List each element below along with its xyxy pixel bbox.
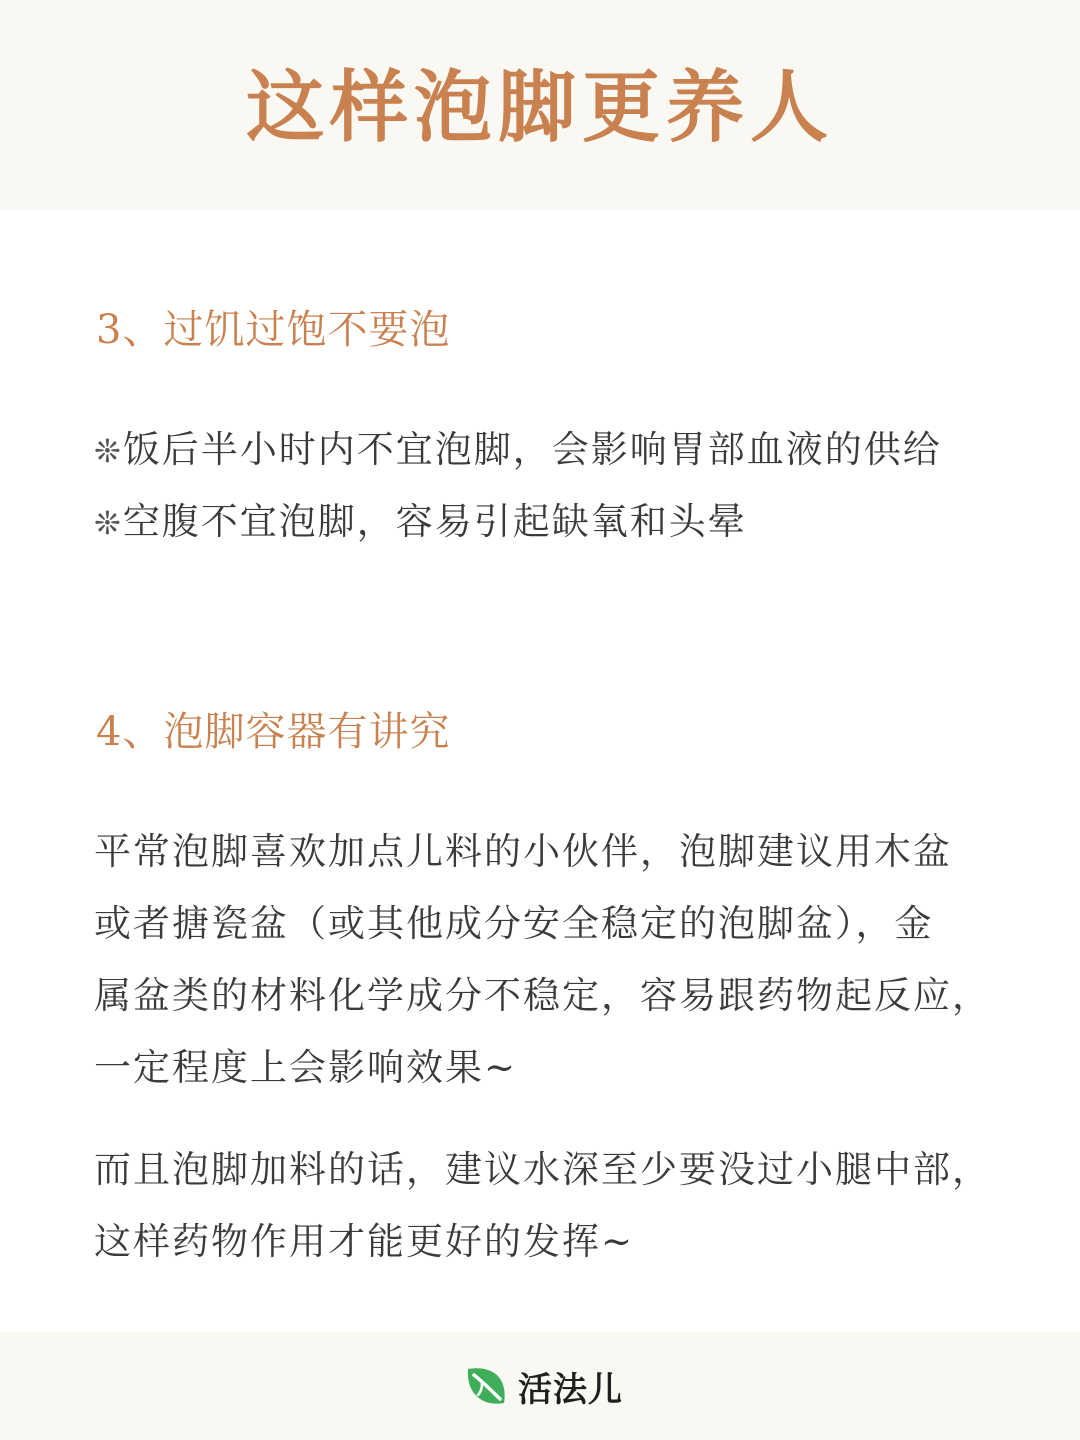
brand-logo: [464, 1356, 623, 1416]
paragraph-line: 而且泡脚加料的话，建议水深至少要没过小腿中部，: [94, 1148, 991, 1191]
paragraph-line: 或者搪瓷盆（或其他成分安全稳定的泡脚盆），金: [94, 902, 934, 945]
leaf-logo-icon: [464, 1363, 510, 1409]
paragraph-line: 这样药物作用才能更好的发挥~: [94, 1220, 635, 1263]
flower-bullet-icon: ❊: [94, 432, 123, 470]
section-3-title: 3、过饥过饱不要泡: [96, 307, 451, 353]
paragraph-line: 属盆类的材料化学成分不稳定，容易跟药物起反应，: [94, 974, 991, 1017]
paragraph-line: 一定程度上会影响效果~: [94, 1046, 518, 1089]
bullet-item: [94, 486, 1014, 558]
bullet-text: 空腹不宜泡脚，容易引起缺氧和头晕: [122, 500, 747, 543]
section-4-paragraph-2: [94, 1134, 1014, 1278]
brand-name: 活法儿: [518, 1369, 623, 1410]
bullet-item: [94, 414, 1014, 486]
section-4-paragraph-1: [94, 816, 1014, 1104]
section-4-title: 4、泡脚容器有讲究: [96, 709, 451, 755]
page-title: 这样泡脚更养人: [245, 63, 834, 153]
section-3-bullets: [94, 414, 1014, 558]
bullet-text: 饭后半小时内不宜泡脚，会影响胃部血液的供给: [122, 428, 942, 471]
paragraph-line: 平常泡脚喜欢加点儿料的小伙伴，泡脚建议用木盆: [94, 830, 952, 873]
flower-bullet-icon: ❊: [94, 504, 123, 542]
